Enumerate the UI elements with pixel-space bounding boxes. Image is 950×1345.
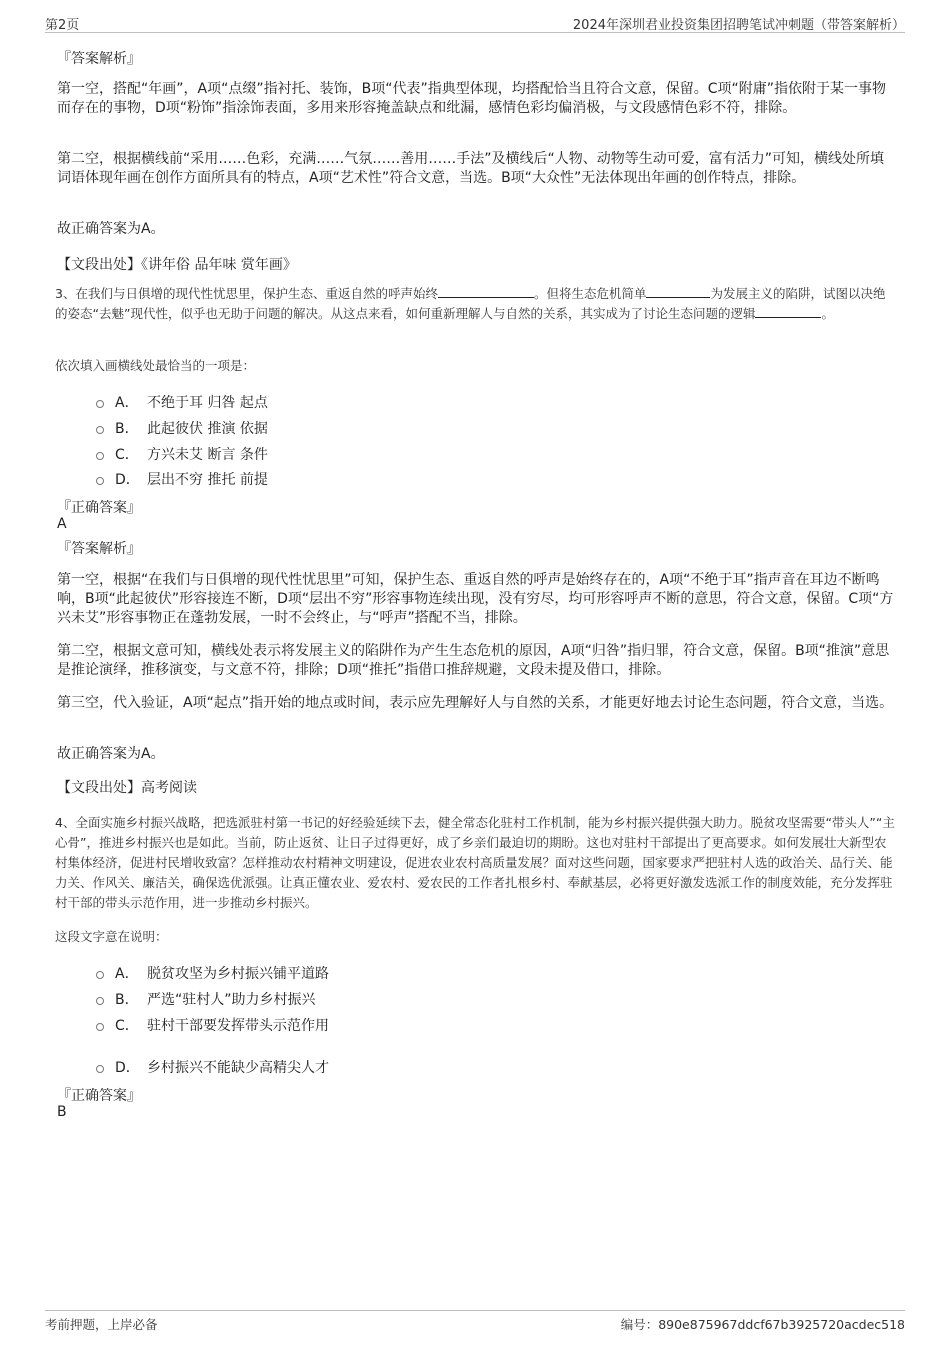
analysis-label: 『答案解析』 <box>57 51 141 67</box>
option-letter: B． <box>115 421 139 437</box>
question-prompt: 依次填入画横线处最恰当的一项是： <box>55 358 256 373</box>
correct-answer: B <box>57 1104 67 1120</box>
option-letter: C． <box>115 1018 139 1034</box>
footer-slogan: 考前押题，上岸必备 <box>45 1317 158 1332</box>
page-header <box>45 12 905 33</box>
option-letter: A． <box>115 395 139 411</box>
question-stem <box>55 284 895 324</box>
option-a[interactable] <box>96 392 268 412</box>
page-number: 第2页 <box>45 18 80 33</box>
radio-icon[interactable] <box>96 997 104 1005</box>
stem-part: 为发展主义的陷阱，试图以决绝的姿态“去魅”现代性，似乎也无助于问题的解决。从这点来看，如何重新理解人与自然的关系，其实成为了讨论生态问题的逻辑 <box>55 286 886 321</box>
answer-label: 『正确答案』 <box>57 1088 141 1104</box>
option-letter: A． <box>115 966 139 982</box>
radio-icon[interactable] <box>96 971 104 979</box>
radio-icon[interactable] <box>96 1023 104 1031</box>
option-d[interactable] <box>96 1057 329 1077</box>
question-stem: 4、全面实施乡村振兴战略，把选派驻村第一书记的好经验延续下去，健全常态化驻村工作机制，能为乡村振兴提供强大助力。脱贫攻坚需要“带头人”“主心骨”，推进乡村振兴也是如此。当前，防止返贫、让日子过得更好，成了乡亲们最迫切的期盼。这也对驻村干部提出了更高要求。如何发展壮大新型农村集体经济，促进村民增收致富？怎样推动农村精神文明建设，促进农业农村高质量发展？面对这些问题，国家要求严把驻村人选的政治关、品行关、能力关、作风关、廉洁关，确保选优派强。让真正懂农业、爱农村、爱农民的工作者扎根乡村、奉献基层，必将更好激发选派工作的制度效能，充分发挥驻村干部的带头示范作用，进一步推动乡村振兴。 <box>55 815 895 910</box>
option-text: 方兴未艾 断言 条件 <box>147 447 268 463</box>
option-text: 脱贫攻坚为乡村振兴铺平道路 <box>147 966 329 982</box>
radio-icon[interactable] <box>96 477 104 485</box>
radio-icon[interactable] <box>96 426 104 434</box>
document-title: 2024年深圳君业投资集团招聘笔试冲刺题（带答案解析） <box>572 18 905 33</box>
option-letter: D． <box>115 472 140 488</box>
stem-part: 。 <box>821 306 834 321</box>
analysis-paragraph: 第二空，根据横线前“采用……色彩，充满……气氛……善用……手法”及横线后“人物、动物等生动可爱，富有活力”可知，横线处所填词语体现年画在创作方面所具有的特点，A项“艺术性”符合文意，当选。B项“大众性”无法体现出年画的创作特点，排除。 <box>57 151 885 186</box>
option-text: 层出不穷 推托 前提 <box>147 472 268 488</box>
option-letter: C． <box>115 447 139 463</box>
correct-answer: A <box>57 516 67 532</box>
option-text: 此起彼伏 推演 依据 <box>147 421 268 437</box>
fill-blank <box>646 285 710 298</box>
analysis-paragraph: 第三空，代入验证，A项“起点”指开始的地点或时间，表示应先理解好人与自然的关系，才能更好地去讨论生态问题，符合文意，当选。 <box>57 695 894 711</box>
fill-blank <box>755 305 821 318</box>
source-note: 【文段出处】高考阅读 <box>57 780 197 796</box>
analysis-paragraph: 第一空，根据“在我们与日俱增的现代性忧思里”可知，保护生态、重返自然的呼声是始终存在的，A项“不绝于耳”指声音在耳边不断鸣响，B项“此起彼伏”形容接连不断，D项“层出不穷”形容事物连续出现，没有穷尽，均可形容呼声不断的意思，符合文意，保留。C项“方兴未艾”形容事物正在蓬勃发展，一时不会终止，与“呼声”搭配不当，排除。 <box>57 572 894 626</box>
radio-icon[interactable] <box>96 1065 104 1073</box>
option-b[interactable] <box>96 989 316 1009</box>
radio-icon[interactable] <box>96 452 104 460</box>
fill-blank <box>438 285 534 298</box>
stem-part: 3、在我们与日俱增的现代性忧思里，保护生态、重返自然的呼声始终 <box>55 286 438 301</box>
option-c[interactable] <box>96 444 268 464</box>
option-text: 严选“驻村人”助力乡村振兴 <box>147 992 316 1008</box>
option-letter: D． <box>115 1060 140 1076</box>
answer-label: 『正确答案』 <box>57 500 141 516</box>
option-b[interactable] <box>96 418 268 438</box>
option-d[interactable] <box>96 469 268 489</box>
analysis-label: 『答案解析』 <box>57 541 141 557</box>
question-prompt: 这段文字意在说明： <box>55 929 168 944</box>
source-note: 【文段出处】《讲年俗 品年味 赏年画》 <box>57 257 297 273</box>
document-id: 编号：890e875967ddcf67b3925720acdec518 <box>620 1317 905 1332</box>
conclusion: 故正确答案为A。 <box>57 746 165 762</box>
analysis-paragraph: 第一空，搭配“年画”，A项“点缀”指衬托、装饰，B项“代表”指典型体现，均搭配恰当且符合文意，保留。C项“附庸”指依附于某一事物而存在的事物，D项“粉饰”指涂饰表面，多用来形容掩盖缺点和纰漏，感情色彩均偏消极，与文段感情色彩不符，排除。 <box>57 81 886 116</box>
radio-icon[interactable] <box>96 400 104 408</box>
option-text: 不绝于耳 归咎 起点 <box>147 395 268 411</box>
stem-part: 。但将生态危机简单 <box>533 286 647 301</box>
option-c[interactable] <box>96 1015 329 1035</box>
page-footer <box>45 1310 905 1333</box>
option-text: 乡村振兴不能缺少高精尖人才 <box>147 1060 329 1076</box>
option-letter: B． <box>115 992 139 1008</box>
conclusion: 故正确答案为A。 <box>57 221 165 237</box>
option-text: 驻村干部要发挥带头示范作用 <box>147 1018 329 1034</box>
analysis-paragraph: 第二空，根据文意可知，横线处表示将发展主义的陷阱作为产生生态危机的原因，A项“归咎”指归罪，符合文意，保留。B项“推演”意思是推论演绎，推移演变，与文意不符，排除；D项“推托”指借口推辞规避，文段未提及借口，排除。 <box>57 643 890 678</box>
option-a[interactable] <box>96 963 329 983</box>
